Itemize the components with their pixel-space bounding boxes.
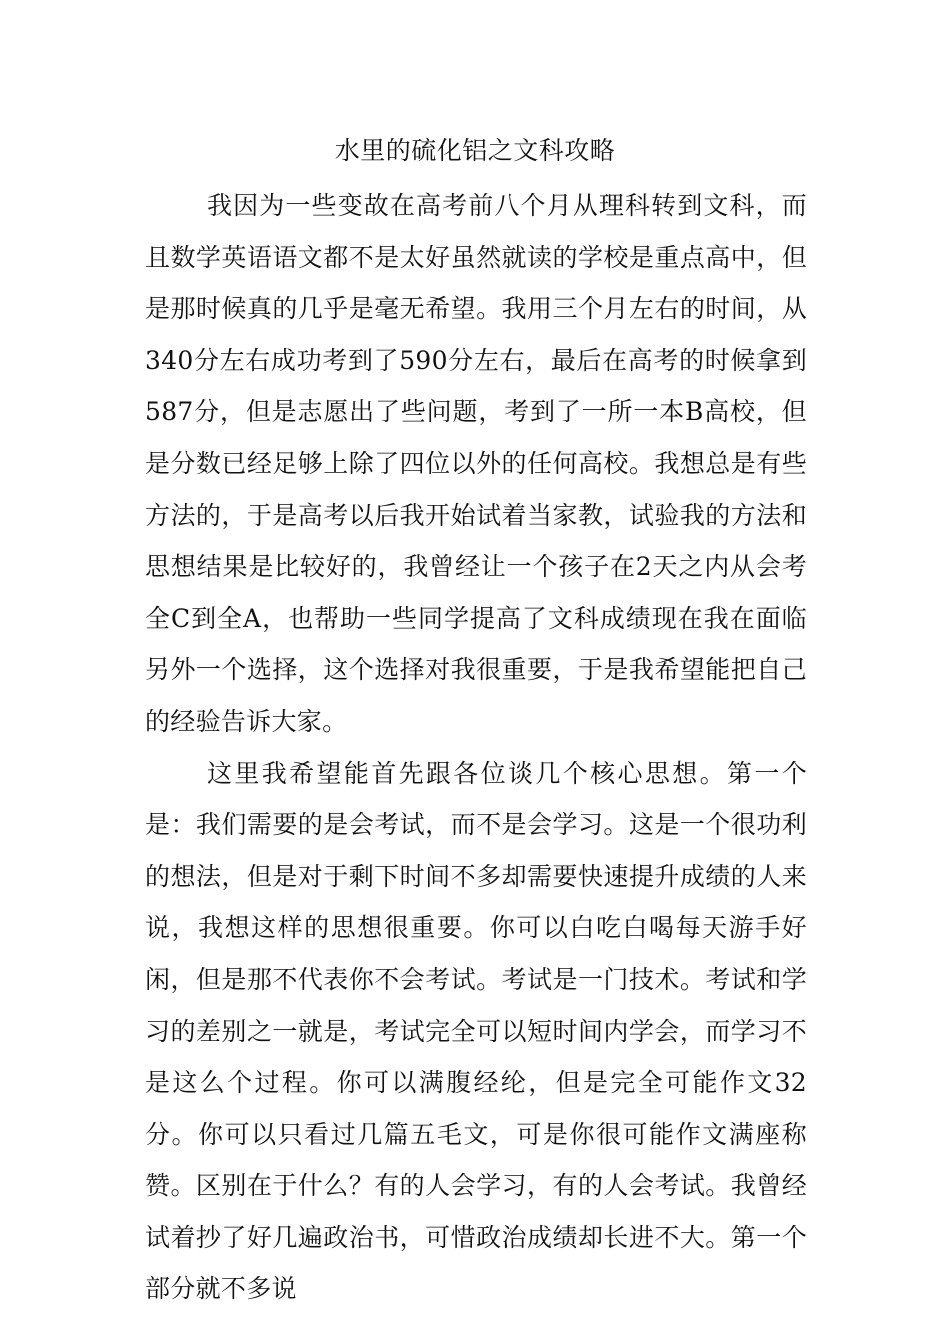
document-title: 水里的硫化铝之文科攻略 xyxy=(334,136,616,165)
paragraph-1: 我因为一些变故在高考前八个月从理科转到文科，而且数学英语语文都不是太好虽然就读的学校是重点高中，但是那时候真的几乎是毫无希望。我用三个月左右的时间，从340分左右成功考到了590分左右，最后在高考的时候拿到587分，但是志愿出了些问题，考到了一所一本B高校，但是分数已经足够上除了四位以外的任何高校。我想总是有些方法的，于是高考以后我开始试着当家教，试验我的方法和思想结果是比较好的，我曾经让一个孩子在2天之内从会考全C到全A，也帮助一些同学提高了文科成绩现在我在面临另外一个选择，这个选择对我很重要，于是我希望能把自己的经验告诉大家。 xyxy=(145,191,807,736)
paragraph-2: 这里我希望能首先跟各位谈几个核心思想。第一个是：我们需要的是会考试，而不是会学习。这是一个很功利的想法，但是对于剩下时间不多却需要快速提升成绩的人来说，我想这样的思想很重要。你可以白吃白喝每天游手好闲，但是那不代表你不会考试。考试是一门技术。考试和学习的差别之一就是，考试完全可以短时间内学会，而学习不是这么个过程。你可以满腹经纶，但是完全可能作文32分。你可以只看过几篇五毛文，可是你很可能作文满座称赞。区别在于什么？有的人会学习，有的人会考试。我曾经试着抄了好几遍政治书，可惜政治成绩却长进不大。第一个部分就不多说 xyxy=(145,758,807,1304)
document-body xyxy=(145,180,807,1315)
